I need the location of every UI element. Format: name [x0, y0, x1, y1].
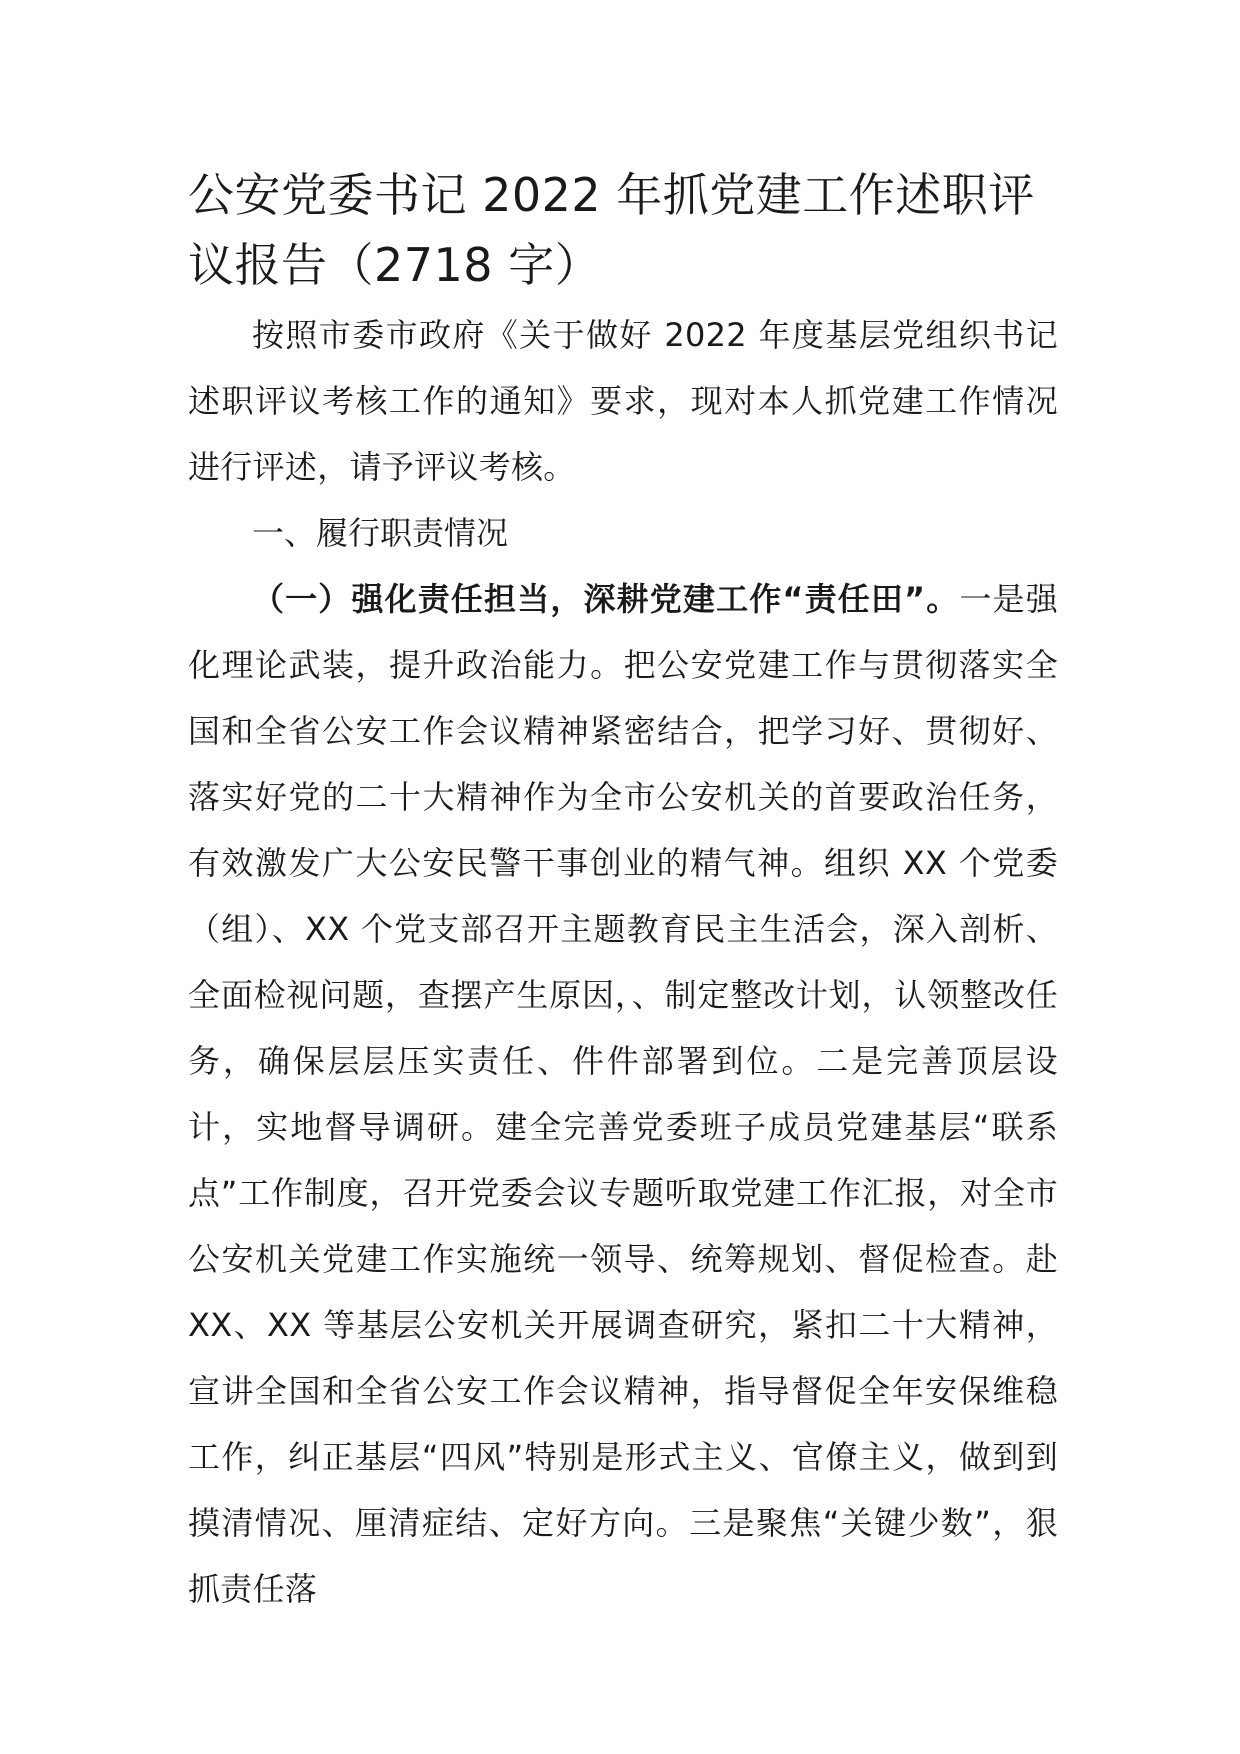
- document-page: [188, 160, 1058, 1622]
- subsection-paragraph: [188, 566, 1058, 1622]
- section-heading: 一、履行职责情况: [252, 514, 509, 552]
- subsection-body: 一是强化理论武装，提升政治能力。把公安党建工作与贯彻落实全国和全省公安工作会议精神紧密结合，把学习好、贯彻好、落实好党的二十大精神作为全市公安机关的首要政治任务，有效激发广大公安民警干事创业的精气神。组织 XX 个党委（组）、XX 个党支部召开主题教育民主生活会，深入剖析、全面检视问题，查摆产生原因，、制定整改计划，认领整改任务，确保层层压实责任、件件部署到位。二是完善顶层设计，实地督导调研。建全完善党委班子成员党建基层“联系点”工作制度，召开党委会议专题听取党建工作汇报，对全市公安机关党建工作实施统一领导、统筹规划、督促检查。赴 XX、XX 等基层公安机关开展调查研究，紧扣二十大精神，宣讲全国和全省公安工作会议精神，指导督促全年安保维稳工作，纠正基层“四风”特别是形式主义、官僚主义，做到到摸清情况、厘清症结、定好方向。三是聚焦“关键少数”，狠抓责任落: [188, 580, 1058, 1608]
- subsection-heading: （一）强化责任担当，深耕党建工作“责任田”。: [252, 580, 960, 618]
- intro-paragraph: 按照市委市政府《关于做好 2022 年度基层党组织书记述职评议考核工作的通知》要求，现对本人抓党建工作情况进行评述，请予评议考核。: [188, 316, 1058, 486]
- document-title: 公安党委书记 2022 年抓党建工作述职评议报告（2718 字）: [188, 168, 1035, 292]
